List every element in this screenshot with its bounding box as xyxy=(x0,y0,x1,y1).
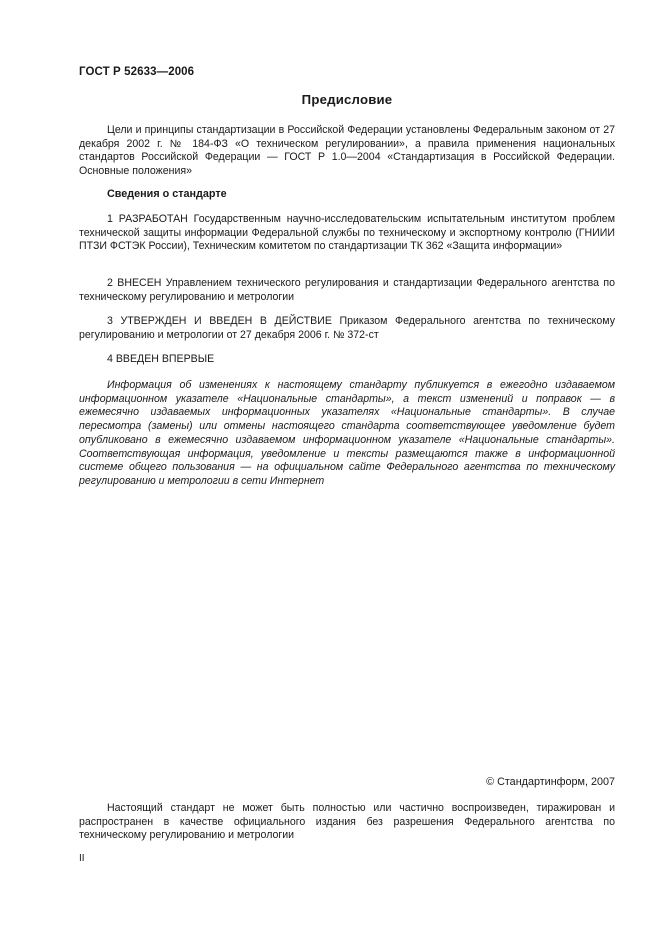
preface-title: Предисловие xyxy=(301,92,393,107)
standard-id-header: ГОСТ Р 52633—2006 xyxy=(79,66,195,78)
item-developed: 1 РАЗРАБОТАН Государственным научно-исследовательским испытательным институтом проблем технической защиты информации Федеральной службы по техническому и экспортному контролю (ГНИИИ ПТЗИ ФСТЭК России), Техническим комитетом по стандартизации ТК 362 «Защита информации» xyxy=(79,213,615,253)
copyright-notice: © Стандартинформ, 2007 xyxy=(486,776,615,788)
item-approved: 3 УТВЕРЖДЕН И ВВЕДЕН В ДЕЙСТВИЕ Приказом Федерального агентства по техническому регулированию и метрологии от 27 декабря 2006 г. № 372-ст xyxy=(79,315,615,341)
changes-notice-paragraph: Информация об изменениях к настоящему стандарту публикуется в ежегодно издаваемом информационном указателе «Национальные стандарты», а текст изменений и поправок — в ежемесячно издаваемых информационных указателях «Национальные стандарты». В случае пересмотра (замены) или отмены настоящего стандарта соответствующее уведомление будет опубликовано в ежемесячно издаваемом информационном указателе «Национальные стандарты». Соответствующая информация, уведомление и тексты размещаются также в информационной системе общего пользования — на официальном сайте Федерального агентства по техническому регулированию и метрологии в сети Интернет xyxy=(79,379,615,487)
page-number: II xyxy=(79,853,85,864)
item-first-introduced: 4 ВВЕДЕН ВПЕРВЫЕ xyxy=(107,353,215,365)
standard-info-heading: Сведения о стандарте xyxy=(107,188,227,200)
item-introduced: 2 ВНЕСЕН Управлением технического регулирования и стандартизации Федерального агентства по техническому регулированию и метрологии xyxy=(79,277,615,303)
reproduction-rights-paragraph: Настоящий стандарт не может быть полностью или частично воспроизведен, тиражирован и распространен в качестве официального издания без разрешения Федерального агентства по техническому регулированию и метрологии xyxy=(79,802,615,842)
preface-intro-paragraph: Цели и принципы стандартизации в Российской Федерации установлены Федеральным законом от 27 декабря 2002 г. № 184-ФЗ «О техническом регулировании», а правила применения национальных стандартов Российской Федерации — ГОСТ Р 1.0—2004 «Стандартизация в Российской Федерации. Основные положения» xyxy=(79,124,615,178)
